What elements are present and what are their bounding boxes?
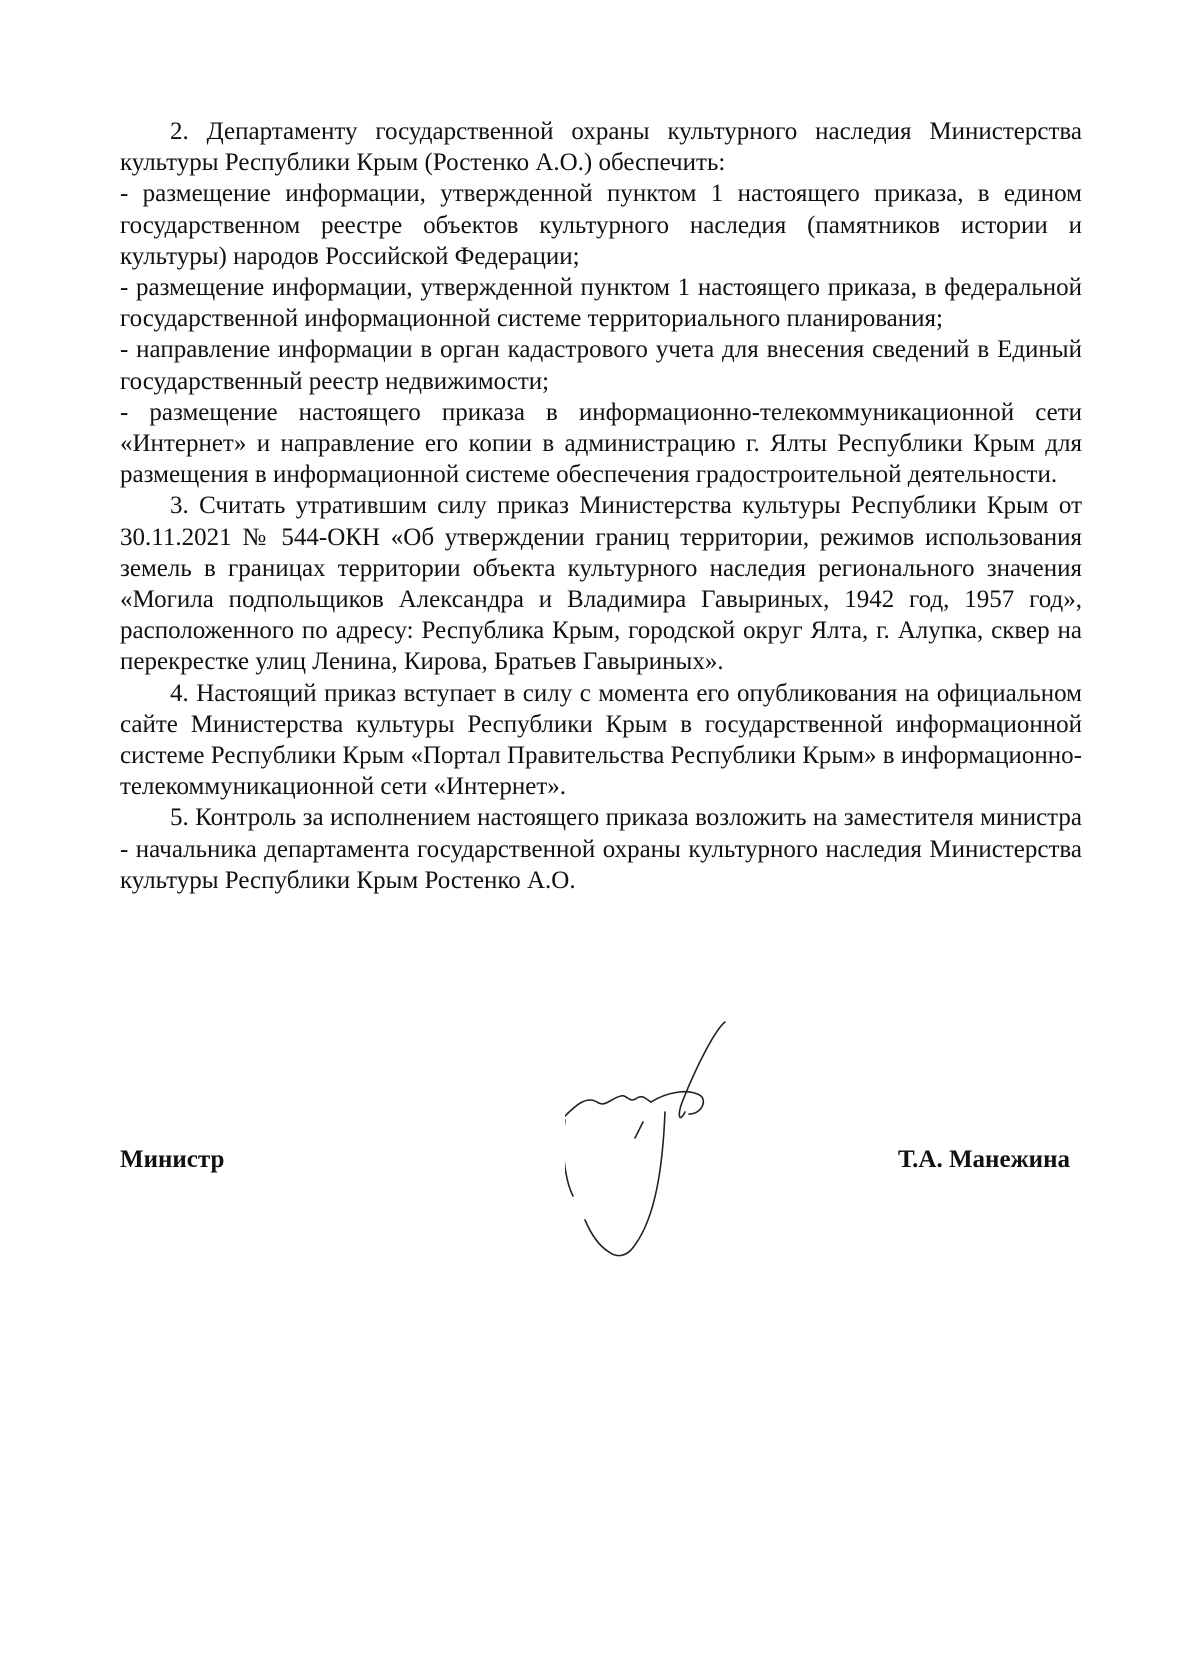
paragraph-item-4: 4. Настоящий приказ вступает в силу с момента его опубликования на официальном сайте Министерства культуры Республики Крым в государственной информационной системе Республики Крым «Портал Правительства Республики Крым» в информационно-телекоммуникационной сети «Интернет». bbox=[120, 679, 1082, 801]
list-item-cadastre: - направление информации в орган кадастрового учета для внесения сведений в Единый государственный реестр недвижимости; bbox=[120, 336, 1082, 395]
list-item-planning-system: - размещение информации, утвержденной пунктом 1 настоящего приказа, в федеральной государственной информационной системе территориального планирования; bbox=[120, 274, 1082, 333]
paragraph-item-3: 3. Считать утратившим силу приказ Министерства культуры Республики Крым от 30.11.2021 № 544-ОКН «Об утверждении границ территории, режимов использования земель в границах территории объекта культурного наследия регионального значения «Могила подпольщиков Александра и Владимира Гавыриных, 1942 год, 1957 год», расположенного по адресу: Республика Крым, городской округ Ялта, г. Алупка, сквер на перекрестке улиц Ленина, Кирова, Братьев Гавыриных». bbox=[120, 492, 1082, 676]
paragraph-item-5: 5. Контроль за исполнением настоящего приказа возложить на заместителя министра - начальника департамента государственной охраны культурного наследия Министерства культуры Республики Крым Ростенко А.О. bbox=[120, 804, 1082, 894]
list-item-internet: - размещение настоящего приказа в информационно-телекоммуникационной сети «Интернет» и направление его копии в администрацию г. Ялты Республики Крым для размещения в информационной системе обеспечения градостроительной деятельности. bbox=[120, 398, 1082, 489]
document-body bbox=[120, 116, 1082, 896]
paragraph-item-2: 2. Департаменту государственной охраны культурного наследия Министерства культуры Республики Крым (Ростенко А.О.) обеспечить: bbox=[120, 118, 1082, 177]
signatory-name: Т.А. Манежина bbox=[897, 1146, 1070, 1173]
signatory-title: Министр bbox=[120, 1146, 225, 1173]
list-item-reestr: - размещение информации, утвержденной пунктом 1 настоящего приказа, в едином государственном реестре объектов культурного наследия (памятников истории и культуры) народов Российской Федерации; bbox=[120, 180, 1082, 270]
handwritten-signature bbox=[565, 1020, 765, 1290]
